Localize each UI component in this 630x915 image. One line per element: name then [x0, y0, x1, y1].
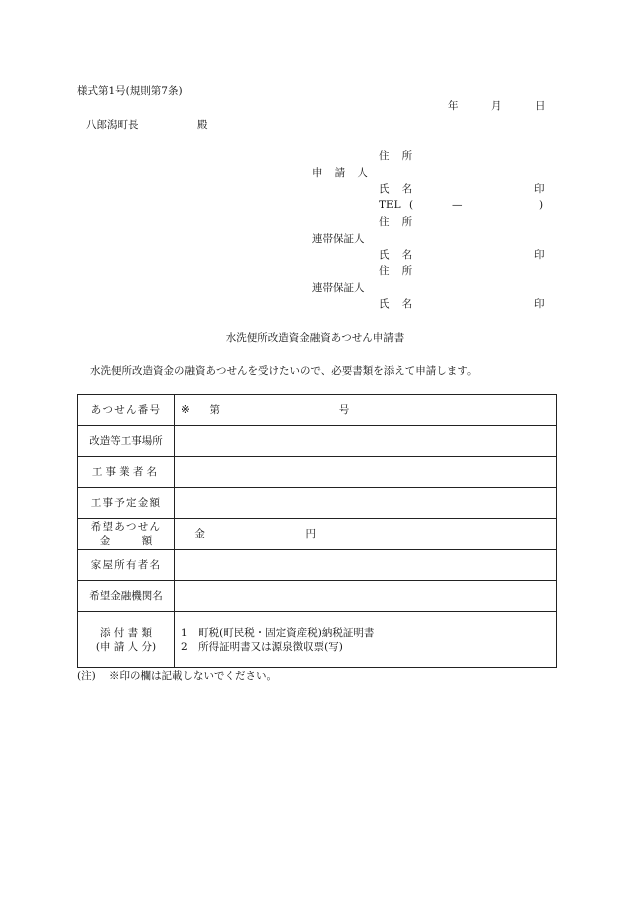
tel-open-paren: (	[409, 199, 414, 211]
document-title: 水洗便所改造資金融資あつせん申請書	[225, 332, 405, 344]
tel-dash: —	[452, 199, 463, 211]
form-number: 様式第1号(規則第7条)	[77, 85, 183, 97]
guarantor1-name-label: 氏 名	[379, 249, 417, 261]
applicant-label: 申 請 人	[312, 167, 373, 179]
table-row	[78, 550, 557, 581]
desired-amount-field[interactable]	[175, 519, 557, 550]
planned-cost-field[interactable]	[175, 488, 557, 519]
guarantor1-address-label: 住 所	[379, 216, 417, 228]
table-row	[78, 612, 557, 668]
mediation-number-label: あつせん番号	[78, 395, 175, 426]
table-row	[78, 426, 557, 457]
addressee: 八郎潟町長	[86, 119, 139, 131]
tel-close-paren: )	[539, 199, 544, 211]
applicant-address-label: 住 所	[379, 150, 417, 162]
contractor-name-field[interactable]	[175, 457, 557, 488]
owner-name-label: 家屋所有者名	[78, 550, 175, 581]
guarantor2-label: 連帯保証人	[312, 282, 365, 294]
applicant-name-label: 氏 名	[379, 183, 417, 195]
desired-bank-field[interactable]	[175, 581, 557, 612]
attachments-list	[175, 612, 557, 668]
amount-prefix: 金	[194, 527, 205, 540]
note-marker: (注)	[77, 670, 96, 682]
mediation-number-field[interactable]	[175, 395, 557, 426]
attachments-label-line2: (申 請 人 分)	[95, 640, 157, 653]
desired-amount-label-line2: 金 額	[99, 535, 153, 547]
attachments-label-line1: 添 付 書 類	[99, 626, 152, 639]
construction-site-label: 改造等工事場所	[78, 426, 175, 457]
attachments-label	[78, 612, 175, 668]
official-use-marker: ※	[181, 403, 190, 416]
desired-amount-label	[78, 519, 175, 550]
table-row	[78, 581, 557, 612]
number-prefix: 第	[209, 403, 220, 416]
note-text: ※印の欄は記載しないでください。	[109, 670, 277, 682]
applicant-seal: 印	[534, 183, 545, 195]
attachment-item-income-certificate: 2 所得証明書又は源泉徴収票(写)	[181, 640, 343, 653]
guarantor1-label: 連帯保証人	[312, 233, 365, 245]
owner-name-field[interactable]	[175, 550, 557, 581]
number-suffix: 号	[338, 403, 350, 416]
tel-label: TEL	[379, 199, 401, 211]
planned-cost-label: 工事予定金額	[78, 488, 175, 519]
guarantor1-seal: 印	[534, 249, 545, 261]
table-row	[78, 519, 557, 550]
guarantor2-seal: 印	[534, 298, 545, 310]
guarantor2-name-label: 氏 名	[379, 298, 417, 310]
table-row	[78, 457, 557, 488]
construction-site-field[interactable]	[175, 426, 557, 457]
table-row	[78, 395, 557, 426]
desired-bank-label: 希望金融機関名	[78, 581, 175, 612]
contractor-name-label: 工事業者名	[78, 457, 175, 488]
date-month: 月	[491, 100, 502, 112]
addressee-honorific: 殿	[197, 119, 208, 131]
amount-unit: 円	[305, 527, 317, 540]
intro-text: 水洗便所改造資金の融資あつせんを受けたいので、必要書類を添えて申請します。	[90, 365, 478, 377]
date-year: 年	[448, 100, 459, 112]
attachment-item-tax-certificate: 1 町税(町民税・固定資産税)納税証明書	[181, 626, 375, 639]
desired-amount-label-line1: 希望あつせん	[90, 521, 162, 533]
table-row	[78, 488, 557, 519]
date-day: 日	[535, 100, 546, 112]
guarantor2-address-label: 住 所	[379, 265, 417, 277]
application-table	[77, 394, 557, 668]
